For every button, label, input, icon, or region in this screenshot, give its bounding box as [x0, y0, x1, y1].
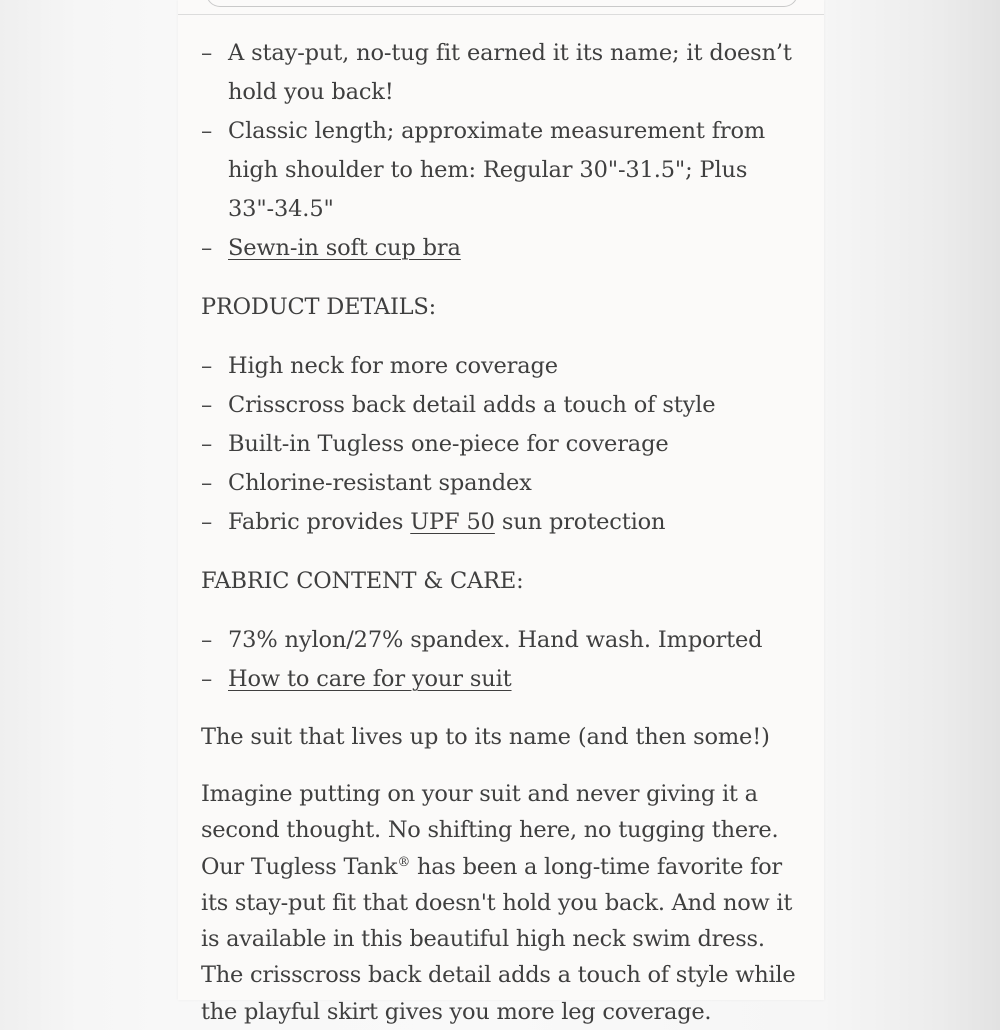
- description-content: [201, 34, 801, 1030]
- list-item: – Crisscross back detail adds a touch of style: [201, 386, 801, 425]
- cut-off-button-edge[interactable]: [206, 0, 798, 7]
- product-description-panel: [178, 0, 824, 1025]
- product-details-list: [201, 347, 801, 542]
- fabric-care-list: [201, 621, 801, 699]
- description-text-before: Imagine putting on your suit and never giving it a second thought. No shifting here, no tugging there. Our Tugless Tank: [201, 781, 779, 880]
- list-item: – 73% nylon/27% spandex. Hand wash. Imported: [201, 621, 801, 660]
- description-text-after: has been a long-time favorite for its stay-put fit that doesn't hold you back. And now it is available in this beautiful high neck swim dress. The crisscross back detail adds a touch of style while the playful skirt gives you more leg coverage.: [201, 853, 796, 1025]
- soft-cup-bra-link[interactable]: Sewn-in soft cup bra: [228, 235, 461, 261]
- product-details-heading: PRODUCT DETAILS:: [201, 294, 437, 320]
- registered-mark: ®: [397, 854, 411, 870]
- tagline: The suit that lives up to its name (and then some!): [201, 724, 770, 750]
- care-instructions-link[interactable]: How to care for your suit: [228, 666, 512, 692]
- upf-text-before: Fabric provides: [228, 509, 411, 535]
- list-item: [201, 660, 801, 699]
- list-item: – Built-in Tugless one-piece for coverage: [201, 425, 801, 464]
- list-item: [201, 503, 801, 542]
- list-item: [201, 229, 801, 268]
- top-bar: [178, 0, 824, 15]
- features-list: [201, 34, 801, 268]
- list-item: – Chlorine-resistant spandex: [201, 464, 801, 503]
- list-item: – A stay-put, no-tug fit earned it its name; it doesn’t hold you back!: [201, 34, 801, 112]
- list-item: – Classic length; approximate measurement from high shoulder to hem: Regular 30"-31.5"; Plus 33"-34.5": [201, 112, 801, 229]
- fabric-care-heading: FABRIC CONTENT & CARE:: [201, 568, 524, 594]
- list-item: – High neck for more coverage: [201, 347, 801, 386]
- description-paragraph: [201, 776, 801, 1030]
- upf-text-after: sun protection: [494, 509, 666, 535]
- upf-50-link[interactable]: UPF 50: [410, 509, 495, 535]
